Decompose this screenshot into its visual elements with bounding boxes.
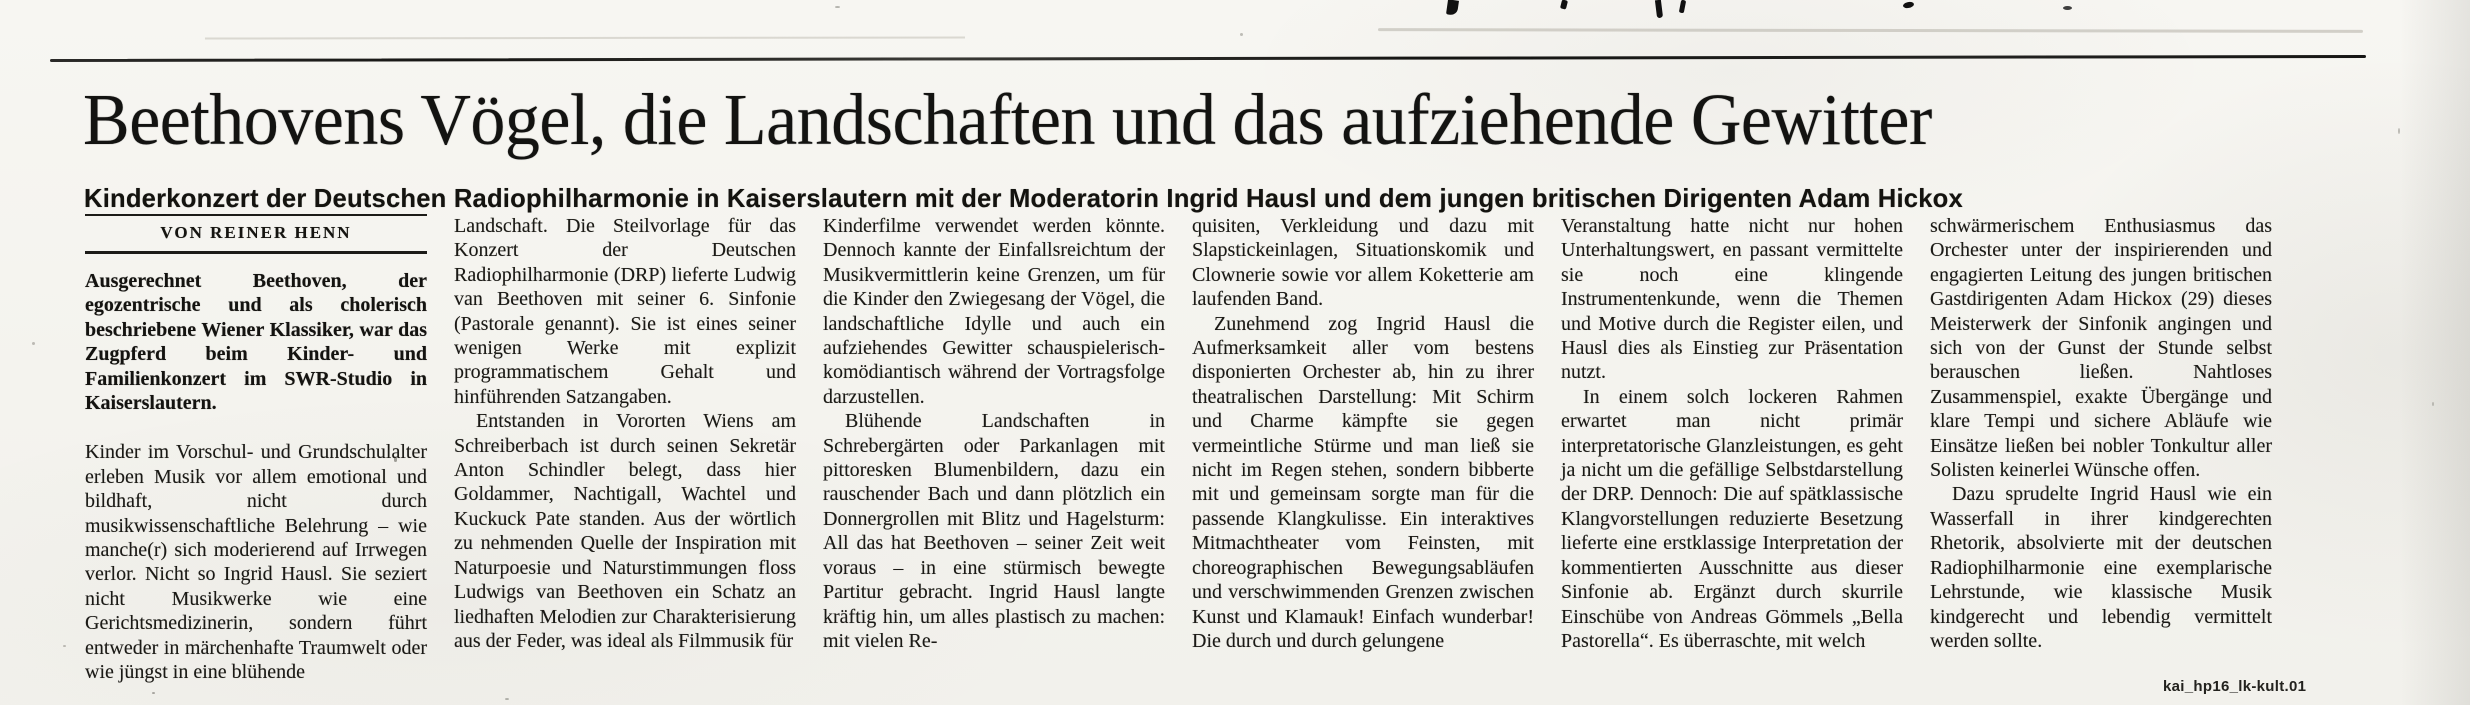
column-5	[1561, 214, 1903, 653]
body-paragraph: quisiten, Verkleidung und dazu mit Slapstickeinlagen, Situationskomik und Clownerie sowie vor allem Koketterie am laufenden Band.	[1192, 215, 1534, 311]
body-paragraph: Dazu sprudelte Ingrid Hausl wie ein Wasserfall in ihrer kindgerechten Rhetorik, absolvierte mit der deutschen Radiophilharmonie eine exemplarische Lehrstunde, wie klassische Musik kindgerecht und lebendig vermittelt werden sollte.	[1930, 483, 2272, 652]
scan-artifact-glyph	[1902, 1, 1914, 9]
scan-artifact-glyph	[1655, 0, 1663, 18]
body-paragraph: Kinder im Vorschul- und Grundschulalter erleben Musik vor allem emotional und bildhaft, nicht durch musikwissenschaftliche Belehrung – wie manche(r) sich moderierend auf Irrwegen verlor. Nicht so Ingrid Hausl. Sie seziert nicht Musikwerke wie eine Gerichtsmedizinerin, sondern führt entweder in märchenhafte Traumwelt oder wie jüngst in eine blühende	[85, 441, 427, 684]
scan-speck	[835, 6, 840, 8]
footer-code: kai_hp16_lk-kult.01	[2163, 678, 2307, 695]
lead-paragraph: Ausgerechnet Beethoven, der egozentrische und als cholerisch beschriebene Wiener Klassiker, war das Zugpferd beim Kinder- und Familienkonzert im SWR-Studio in Kaiserslautern.	[85, 270, 427, 415]
body-paragraph: In einem solch lockeren Rahmen erwartet man nicht primär interpretatorische Glanzleistungen, es geht ja nicht um die gefällige Selbstdarstellung der DRP. Dennoch: Die auf spätklassische Klangvorstellungen reduzierte Besetzung lieferte eine erstklassige Interpretation der kommentierten Ausschnitte aus dieser Sinfonie ab. Ergänzt durch skurrile Einschübe von Andreas Gömmels „Bella Pastorella“. Es überraschte, mit welch	[1561, 385, 1903, 652]
headline-top-rule	[50, 55, 2366, 62]
scan-fold-line	[1378, 28, 2363, 33]
scan-speck	[32, 342, 35, 345]
column-2	[454, 214, 796, 653]
scan-artifact-glyph	[2063, 6, 2072, 10]
scan-artifact-glyph	[1679, 0, 1686, 13]
body-paragraph: Blühende Landschaften in Schrebergärten oder Parkanlagen mit pittoresken Blumenbildern, dazu ein rauschender Bach und dann plötzlich ein Donnergrollen mit Blitz und Hagelsturm: All das hat Beethoven – seiner Zeit weit voraus – in eine stürmisch bewegte Partitur gebracht. Ingrid Hausl langte kräftig hin, um alles plastisch zu machen: mit vielen Re-	[823, 410, 1165, 652]
scan-artifact-glyph	[1560, 0, 1568, 10]
body-paragraph: Kinderfilme verwendet werden könnte. Dennoch kannte der Einfallsreichtum der Musikvermittlerin keine Grenzen, um für die Kinder den Zwiegesang der Vögel, die landschaftliche Idylle und auch ein aufziehendes Gewitter schauspielerisch-komödiantisch während der Vortragsfolge darzustellen.	[823, 215, 1165, 408]
article-body	[85, 214, 2275, 685]
body-paragraph: Entstanden in Vororten Wiens am Schreiberbach ist durch seinen Sekretär Anton Schindler belegt, dass hier Goldammer, Nachtigall, Wachtel und Kuckuck Pate standen. Aus der wörtlich zu nehmenden Quelle der Inspiration mit Naturpoesie und Naturstimmungen floss Ludwigs van Beethoven ein Schatz an liedhaften Melodien zur Charakterisierung aus der Feder, was ideal als Filmmusik für	[454, 410, 796, 652]
byline-box	[85, 214, 427, 254]
byline-text: VON REINER HENN	[160, 223, 352, 242]
article-subheadline: Kinderkonzert der Deutschen Radiophilharmonie in Kaiserslautern mit der Moderatorin Ingrid Hausl und dem jungen britischen Dirigenten Adam Hickox	[84, 183, 1963, 213]
column-4	[1192, 214, 1534, 653]
column-1	[85, 214, 427, 685]
scan-speck	[152, 692, 155, 694]
body-paragraph: schwärmerischem Enthusiasmus das Orchester unter der inspirierenden und engagierten Leitung des jungen britischen Gastdirigenten Adam Hickox (29) dieses Meisterwerk der Sinfonik angingen und sich von der Gunst der Stunde selbst berauschen ließen. Nahtloses Zusammenspiel, exakte Übergänge und klare Tempi und sichere Abläufe wie Einsätze ließen bei nobler Tonkultur aller Solisten keinerlei Wünsche offen.	[1930, 215, 2272, 482]
scan-speck	[63, 645, 66, 647]
scan-artifact-glyph	[1446, 0, 1459, 16]
body-paragraph: Zunehmend zog Ingrid Hausl die Aufmerksamkeit aller vom bestens disponierten Orchester ab, hin zu ihrer theatralischen Darstellung: Mit Schirm und Charme kämpfte sie gegen vermeintliche Stürme und man ließ sie nicht im Regen stehen, sondern bibberte mit und gemeinsam sorgte man für die passende Klangkulisse. Ein interaktives Mitmachtheater vom Feinsten, mit choreographischen Bewegungsabläufen und verschwimmenden Grenzen zwischen Kunst und Klamauk! Einfach wunderbar! Die durch und durch gelungene	[1192, 312, 1534, 652]
column-6	[1930, 214, 2272, 653]
column-3	[823, 214, 1165, 653]
scan-edge-shadow	[2400, 0, 2470, 705]
body-paragraph: Veranstaltung hatte nicht nur hohen Unterhaltungswert, en passant vermittelte sie noch eine klingende Instrumentenkunde, wenn die Themen und Motive durch die Register eilen, und Hausl dies als Einstieg zur Präsentation nutzt.	[1561, 215, 1903, 384]
scan-speck	[505, 698, 509, 700]
scan-fold-line	[205, 36, 965, 39]
scan-speck	[1240, 33, 1243, 36]
article-headline: Beethovens Vögel, die Landschaften und das aufziehende Gewitter	[83, 79, 1932, 161]
scan-speck	[394, 458, 397, 462]
body-paragraph: Landschaft. Die Steilvorlage für das Konzert der Deutschen Radiophilharmonie (DRP) lieferte Ludwig van Beethoven mit seiner 6. Sinfonie (Pastorale genannt). Sie ist eines seiner wenigen Werke mit explizit programmatischem Gehalt und hinführenden Satzangaben.	[454, 215, 796, 408]
